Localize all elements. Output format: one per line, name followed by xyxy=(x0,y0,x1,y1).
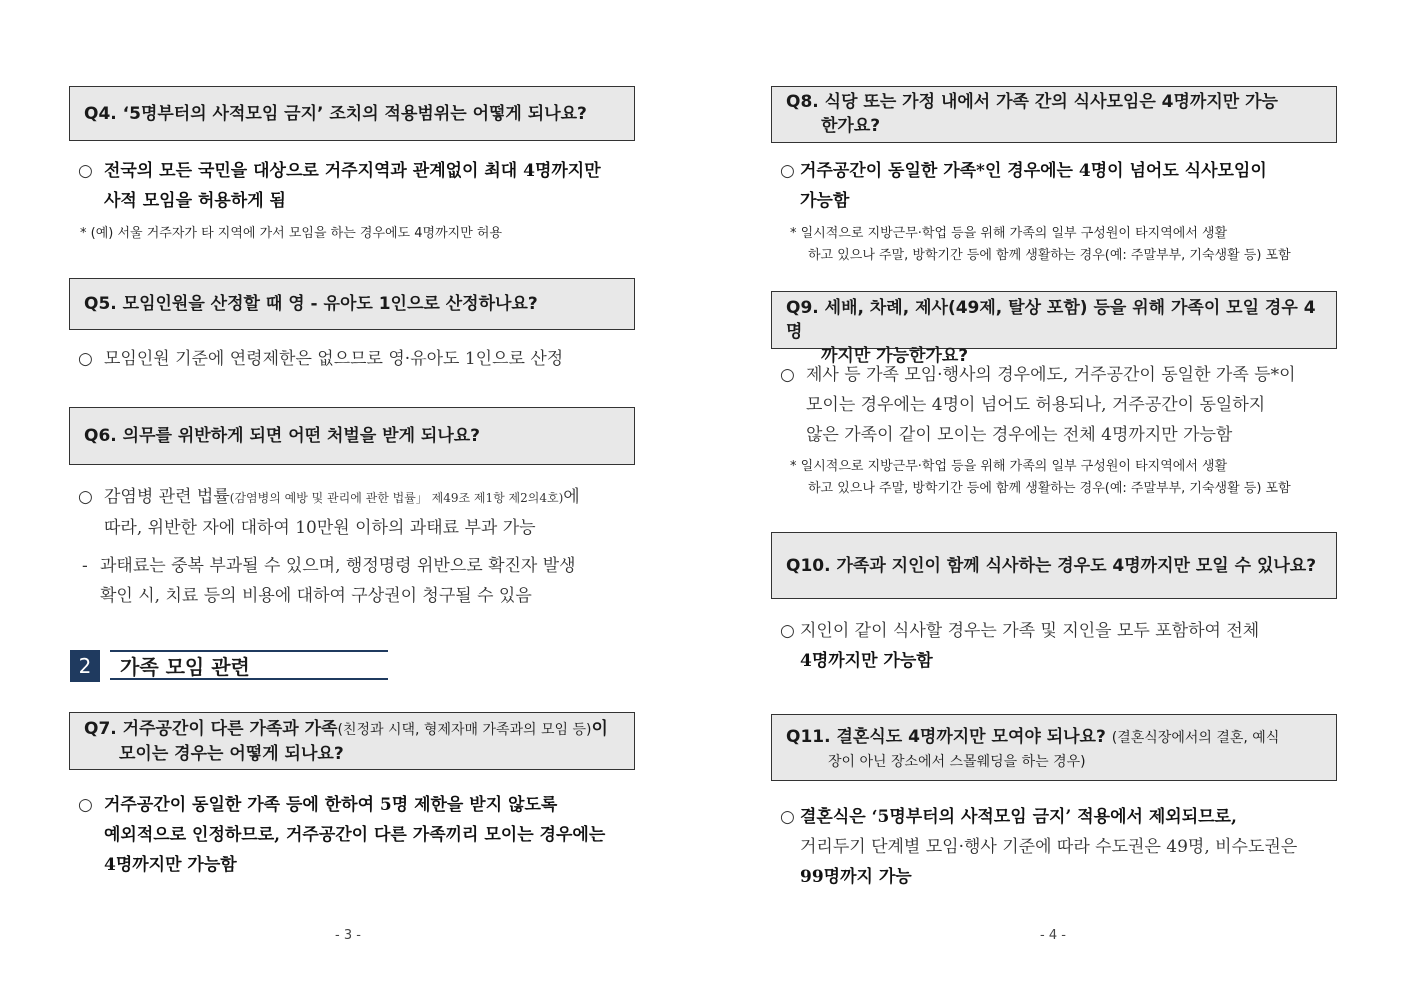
q11-title-small2: 장이 아닌 장소에서 스몰웨딩을 하는 경우) xyxy=(828,754,1086,770)
q8-title-line1: Q8. 식당 또는 가정 내에서 가족 간의 식사모임은 4명까지만 가능 xyxy=(786,92,1278,112)
a11-line3: 99명까지 가능 xyxy=(800,867,912,887)
q11-title: Q11. 결혼식도 4명까지만 모여야 되나요? xyxy=(786,727,1106,747)
q7-title-a: Q7. 거주공간이 다른 가족과 가족 xyxy=(84,719,338,739)
circle-bullet-icon: ○ xyxy=(78,349,93,369)
q8-box xyxy=(771,86,1337,143)
a8-line2: 가능함 xyxy=(800,191,850,211)
a8-note-line2: 하고 있으나 주말, 방학기간 등에 함께 생활하는 경우(예: 주말부부, 기숙생활 등) 포함 xyxy=(808,248,1291,263)
section-title: 가족 모임 관련 xyxy=(110,650,388,680)
q5-box xyxy=(69,278,635,330)
q11-title-small1: (결혼식장에서의 결혼, 예식 xyxy=(1111,730,1280,746)
circle-bullet-icon: ○ xyxy=(78,161,93,181)
a4-note-text: (예) 서울 거주자가 타 지역에 가서 모임을 하는 경우에도 4명까지만 허용 xyxy=(90,226,503,241)
a9-note-line1: 일시적으로 지방근무·학업 등을 위해 가족의 일부 구성원이 타지역에서 생활 xyxy=(800,459,1228,474)
a9-answer xyxy=(780,360,1340,450)
q5-title: Q5. 모임인원을 산정할 때 영 - 유아도 1인으로 산정하나요? xyxy=(84,294,538,314)
q11-box xyxy=(771,714,1337,781)
q4-box xyxy=(69,86,635,141)
a9-line1: 제사 등 가족 모임·행사의 경우에도, 거주공간이 동일한 가족 등*이 xyxy=(806,365,1296,385)
a9-note xyxy=(790,456,1340,500)
q8-title-line2: 한가요? xyxy=(821,116,881,136)
a9-line2: 모이는 경우에는 4명이 넘어도 허용되나, 거주공간이 동일하지 xyxy=(806,395,1266,415)
a6-line2: 따라, 위반한 자에 대하여 10만원 이하의 과태료 부과 가능 xyxy=(104,518,536,538)
a6-answer xyxy=(78,482,643,543)
circle-bullet-icon: ○ xyxy=(780,161,795,181)
a8-answer xyxy=(780,156,1340,216)
star-mark-icon: * xyxy=(790,459,797,474)
a10-answer xyxy=(780,616,1340,676)
section-number: 2 xyxy=(70,650,100,682)
circle-bullet-icon: ○ xyxy=(780,365,795,385)
a11-line1: 결혼식은 ‘5명부터의 사적모임 금지’ 적용에서 제외되므로, xyxy=(800,807,1237,827)
a4-line2: 사적 모임을 허용하게 됨 xyxy=(104,191,286,211)
a10-line1: 지인이 같이 식사할 경우는 가족 및 지인을 모두 포함하여 전체 xyxy=(800,621,1260,641)
q6-title: Q6. 의무를 위반하게 되면 어떤 처벌을 받게 되나요? xyxy=(84,426,481,446)
a6-line1a: 감염병 관련 법률 xyxy=(104,487,230,507)
q4-title: Q4. ‘5명부터의 사적모임 금지’ 조치의 적용범위는 어떻게 되나요? xyxy=(84,103,587,124)
a6-detail-line2: 확인 시, 치료 등의 비용에 대하여 구상권이 청구될 수 있음 xyxy=(100,586,532,606)
q9-title-line2: 까지만 가능한가요? xyxy=(821,346,969,366)
a7-answer xyxy=(78,790,643,880)
a5-line1: 모임인원 기준에 연령제한은 없으므로 영·유아도 1인으로 산정 xyxy=(104,349,564,369)
circle-bullet-icon: ○ xyxy=(780,621,795,641)
circle-bullet-icon: ○ xyxy=(780,807,795,827)
q7-title-small: (친정과 시댁, 형제자매 가족과의 모임 등) xyxy=(337,722,592,738)
a6-line1b: (감염병의 예방 및 관리에 관한 법률」 제49조 제1항 제2의4호) xyxy=(229,491,564,505)
page-number-left: - 3 - xyxy=(335,928,361,943)
a6-line1c: 에 xyxy=(563,487,580,507)
star-mark-icon: * xyxy=(790,226,797,241)
a11-answer xyxy=(780,802,1340,892)
a5-answer xyxy=(78,344,643,374)
star-mark-icon: * xyxy=(80,226,87,241)
a8-note xyxy=(790,223,1340,267)
a4-answer xyxy=(78,156,643,216)
a8-note-line1: 일시적으로 지방근무·학업 등을 위해 가족의 일부 구성원이 타지역에서 생활 xyxy=(800,226,1228,241)
q9-title-line1: Q9. 세배, 차례, 제사(49제, 탈상 포함) 등을 위해 가족이 모일 경우 4명 xyxy=(786,298,1316,342)
a7-line3: 4명까지만 가능함 xyxy=(104,855,237,875)
q9-box xyxy=(771,291,1337,366)
a9-line3: 않은 가족이 같이 모이는 경우에는 전체 4명까지만 가능함 xyxy=(806,425,1233,445)
a4-note xyxy=(80,223,640,245)
a7-line2: 예외적으로 인정하므로, 거주공간이 다른 가족끼리 모이는 경우에는 xyxy=(104,825,606,845)
a10-line2: 4명까지만 가능함 xyxy=(800,651,933,671)
page-number-right: - 4 - xyxy=(1040,928,1066,943)
a7-line1: 거주공간이 동일한 가족 등에 한하여 5명 제한을 받지 않도록 xyxy=(104,795,558,815)
q6-box xyxy=(69,407,635,465)
circle-bullet-icon: ○ xyxy=(78,487,93,507)
q10-title: Q10. 가족과 지인이 함께 식사하는 경우도 4명까지만 모일 수 있나요? xyxy=(786,555,1317,576)
q10-box xyxy=(771,532,1337,599)
q7-title-b: 이 xyxy=(591,719,608,739)
q7-title-line2: 모이는 경우는 어떻게 되나요? xyxy=(119,744,344,764)
circle-bullet-icon: ○ xyxy=(78,795,93,815)
dash-mark-icon: - xyxy=(82,556,88,576)
a6-detail xyxy=(82,551,642,611)
a6-detail-line1: 과태료는 중복 부과될 수 있으며, 행정명령 위반으로 확진자 발생 xyxy=(100,556,576,576)
a11-line2: 거리두기 단계별 모임·행사 기준에 따라 수도권은 49명, 비수도권은 xyxy=(800,837,1298,857)
a4-line1: 전국의 모든 국민을 대상으로 거주지역과 관계없이 최대 4명까지만 xyxy=(104,161,601,181)
a9-note-line2: 하고 있으나 주말, 방학기간 등에 함께 생활하는 경우(예: 주말부부, 기숙생활 등) 포함 xyxy=(808,481,1291,496)
q7-box xyxy=(69,712,635,770)
a8-line1: 거주공간이 동일한 가족*인 경우에는 4명이 넘어도 식사모임이 xyxy=(800,161,1267,181)
